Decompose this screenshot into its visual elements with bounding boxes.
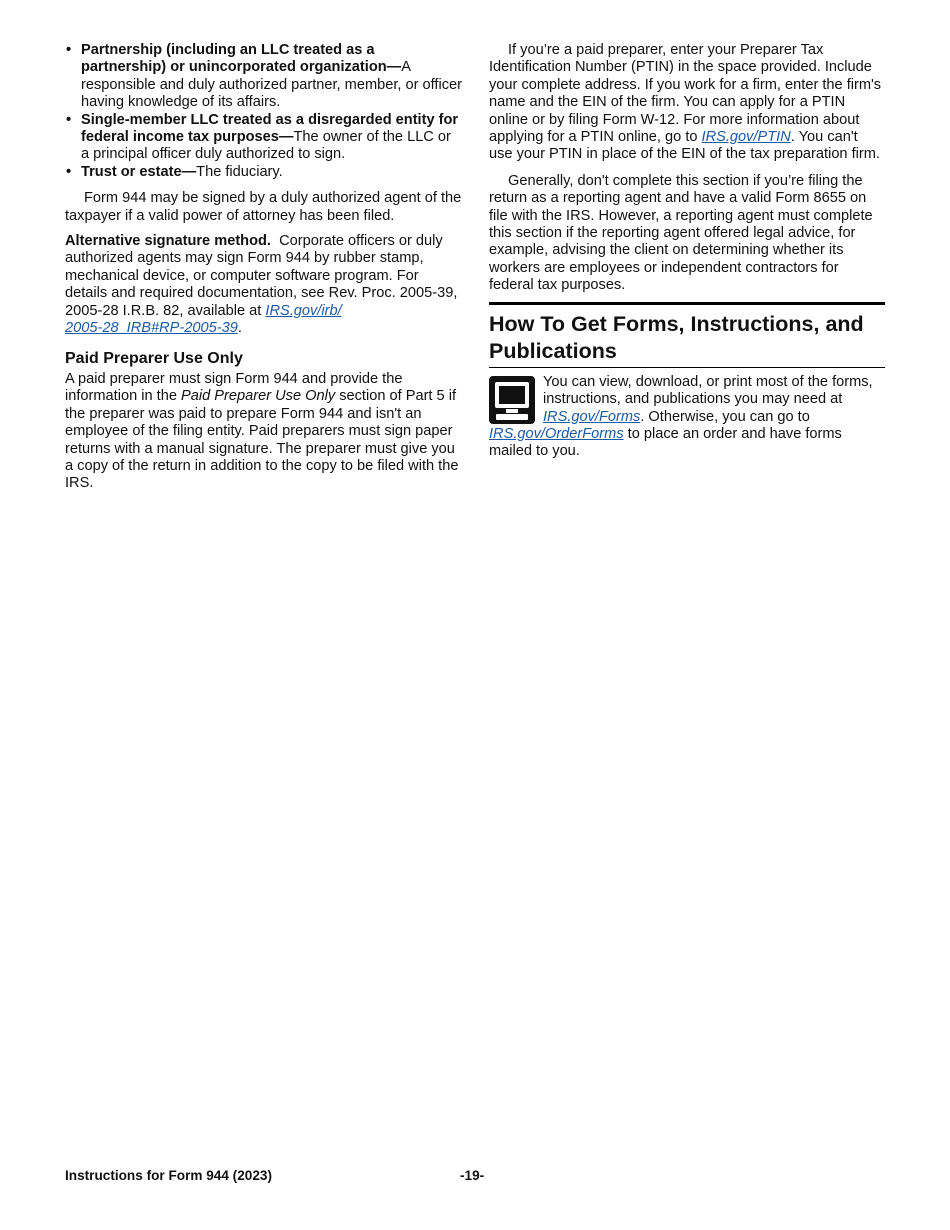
agent-signing-paragraph: Form 944 may be signed by a duly authorized agent of the taxpayer if a valid power of attorney has been filed.	[65, 190, 462, 224]
alternative-signature-heading: Alternative signature method.	[65, 233, 271, 250]
bullet-single-member-llc: • Single-member LLC treated as a disregarded entity for federal income tax purposes—The owner of the LLC or a principal officer duly authorized to sign.	[65, 112, 463, 164]
irb-link[interactable]: IRS.gov/irb/ 2005-28_IRB#RP-2005-39	[65, 302, 342, 337]
section-rule	[489, 302, 885, 305]
paid-preparer-paragraph: A paid preparer must sign Form 944 and provide the information in the Paid Preparer Use Only section of Part 5 if the preparer was paid to prepare Form 944 and isn't an employee of the filing entity. Paid preparers must sign paper returns with a manual signature. The preparer must give you a copy of the return in addition to the copy to be filed with the IRS.	[65, 370, 459, 492]
alternative-signature-paragraph: Alternative signature method. Corporate officers or duly authorized agents may sign Form 944 by rubber stamp, mechanical device, or computer software program. For details and required documentation, see Rev. Proc. 2005-39, 2005-28 I.R.B. 82, available at IRS.gov/irb/ 2005-28_IRB#RP-2005-39.	[65, 233, 458, 337]
section-sub-rule	[489, 367, 885, 368]
paid-preparer-heading: Paid Preparer Use Only	[65, 349, 243, 367]
computer-icon	[489, 376, 535, 424]
page-number: -19-	[460, 1168, 485, 1183]
section-heading: How To Get Forms, Instructions, and Publications	[489, 311, 864, 363]
bullet-partnership: • Partnership (including an LLC treated as a partnership) or unincorporated organization—A responsible and duly authorized partner, member, or officer having knowledge of its affairs.	[65, 42, 463, 112]
forms-paragraph: You can view, download, or print most of the forms, instructions, and publications you may need at IRS.gov/Forms. Otherwise, you can go to IRS.gov/OrderForms to place an order and have forms mailed to you.	[489, 373, 873, 460]
reporting-agent-paragraph: Generally, don't complete this section if you’re filing the return as a reporting agent and have a valid Form 8655 on file with the IRS. However, a reporting agent must complete this section if the reporting agent offered legal advice, for example, advising the client on determining whether its workers are employees or independent contractors for federal tax purposes.	[489, 172, 873, 294]
ptin-paragraph: If you’re a paid preparer, enter your Preparer Tax Identification Number (PTIN) in the space provided. Include your complete address. If you work for a firm, enter the firm's name and the EIN of the firm. You can apply for a PTIN online or by filing Form W-12. For more information about applying for a PTIN online, go to IRS.gov/PTIN. You can't use your PTIN in place of the EIN of the tax preparation firm.	[489, 42, 882, 163]
ptin-link[interactable]: IRS.gov/PTIN	[701, 129, 791, 146]
left-column	[65, 40, 463, 493]
right-column	[489, 40, 885, 461]
footer-title: Instructions for Form 944 (2023)	[65, 1168, 272, 1183]
forms-link[interactable]: IRS.gov/Forms	[543, 408, 641, 425]
bullet-trust-estate: • Trust or estate—The fiduciary.	[65, 164, 463, 181]
order-forms-link[interactable]: IRS.gov/OrderForms	[489, 425, 624, 442]
